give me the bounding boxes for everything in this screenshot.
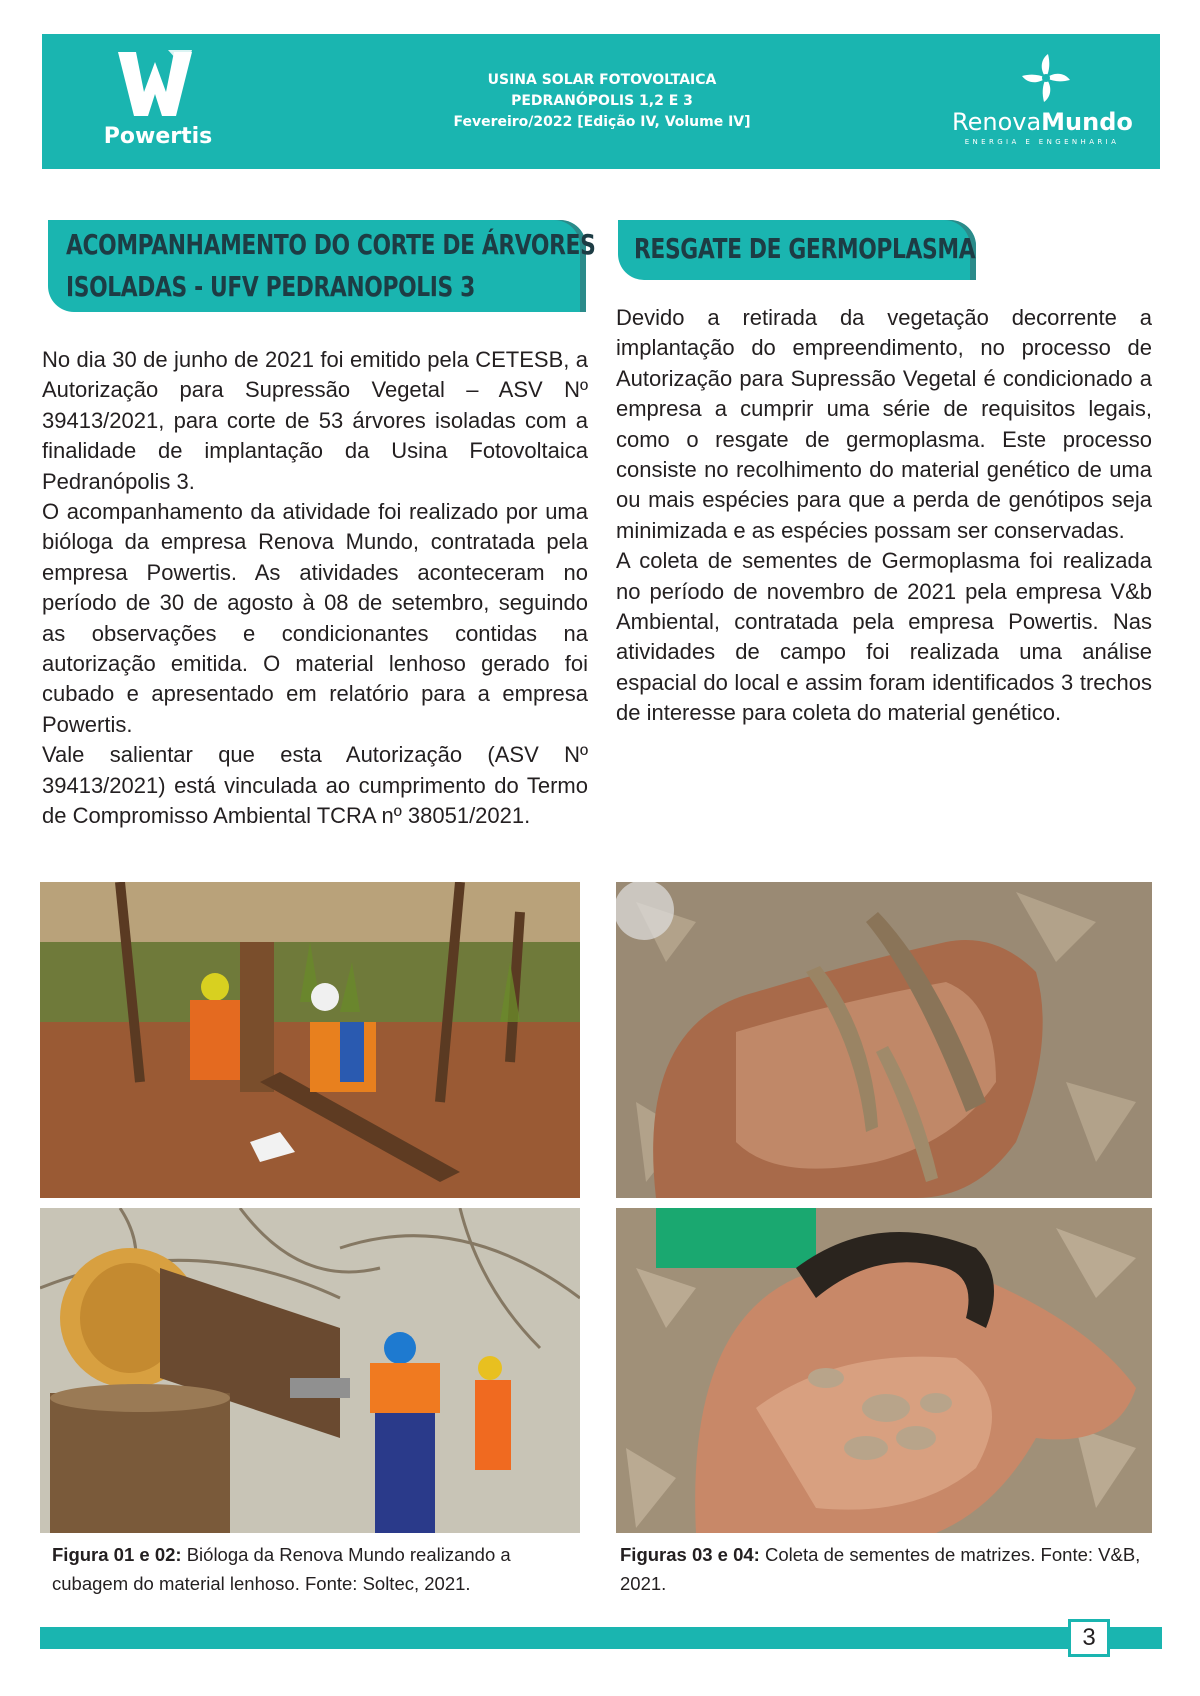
right-section-heading (618, 220, 976, 280)
left-heading-line-2: ISOLADAS - UFV PEDRANOPOLIS 3 (66, 270, 475, 303)
renovamundo-tagline: ENERGIA E ENGENHARIA (964, 138, 1120, 146)
renovamundo-logo (952, 52, 1132, 152)
right-figure-caption (620, 1540, 1150, 1598)
renovamundo-pinwheel-icon (1020, 52, 1072, 104)
left-paragraph: Vale salientar que esta Autorização (ASV Nº 39413/2021) está vinculada ao cumprimento do Termo de Compromisso Ambiental TCRA nº 38051/2021. (42, 742, 588, 829)
left-paragraph: O acompanhamento da atividade foi realizado por uma bióloga da empresa Renova Mundo, contratada pela empresa Powertis. As atividades aconteceram no período de 30 de agosto à 08 de setembro, seguindo as observações e condicionantes contidas na autorização emitida. O material lenhoso gerado foi cubado e apresentado em relatório para a empresa Powertis. (42, 499, 588, 737)
right-caption-label: Figuras 03 e 04: (620, 1544, 760, 1565)
left-caption-label: Figura 01 e 02: (52, 1544, 182, 1565)
photo-tree-cubage-1 (40, 882, 580, 1198)
brand-mundo: Mundo (1041, 108, 1133, 136)
title-line-1: USINA SOLAR FOTOVOLTAICA (487, 72, 717, 88)
left-heading-line-1: ACOMPANHAMENTO DO CORTE DE ÁRVORES (66, 228, 596, 261)
brand-renova: Renova (952, 108, 1042, 136)
page-header (42, 34, 1160, 169)
footer-bar (40, 1627, 1162, 1649)
right-paragraph: Devido a retirada da vegetação decorrente a implantação do empreendimento, no processo de Autorização para Supressão Vegetal é condicionado a empresa a cumprir uma série de requisitos legais, como o resgate de germoplasma. Este processo consiste no recolhimento do material genético de uma ou mais espécies para que a perda de genótipos seja minimizada e as espécies possam ser conservadas. (616, 305, 1152, 543)
right-article-body (616, 303, 1152, 729)
powertis-w-logo-icon (116, 48, 194, 120)
powertis-brand-name: Powertis (103, 124, 213, 149)
left-caption-text: Bióloga da Renova Mundo realizando a cubagem do material lenhoso. Fonte: Soltec, 2021. (52, 1544, 511, 1594)
title-line-2: PEDRANÓPOLIS 1,2 E 3 (511, 93, 693, 109)
photo-seeds-in-hand (616, 1208, 1152, 1533)
newsletter-title (402, 70, 802, 133)
photo-tree-cubage-2 (40, 1208, 580, 1533)
right-heading-text: RESGATE DE GERMOPLASMA (634, 232, 976, 265)
left-article-body (42, 345, 588, 832)
renovamundo-brand-name (952, 108, 1132, 136)
photo-seed-pods (616, 882, 1152, 1198)
left-section-heading (48, 220, 596, 312)
left-figure-caption (52, 1540, 582, 1598)
powertis-logo (88, 48, 228, 158)
title-line-3: Fevereiro/2022 [Edição IV, Volume IV] (453, 114, 751, 130)
right-paragraph: A coleta de sementes de Germoplasma foi realizada no período de novembro de 2021 pela empresa V&b Ambiental, contratada pela empresa Powertis. Nas atividades de campo foi realizada uma análise espacial do local e assim foram identificados 3 trechos de interesse para coleta do material genético. (616, 548, 1152, 726)
page-number: 3 (1068, 1619, 1110, 1657)
left-paragraph: No dia 30 de junho de 2021 foi emitido pela CETESB, a Autorização para Supressão Vegetal – ASV Nº 39413/2021, para corte de 53 árvores isoladas com a finalidade de implantação da Usina Fotovoltaica Pedranópolis 3. (42, 347, 588, 494)
right-caption-text: Coleta de sementes de matrizes. Fonte: V&B, 2021. (620, 1544, 1141, 1594)
